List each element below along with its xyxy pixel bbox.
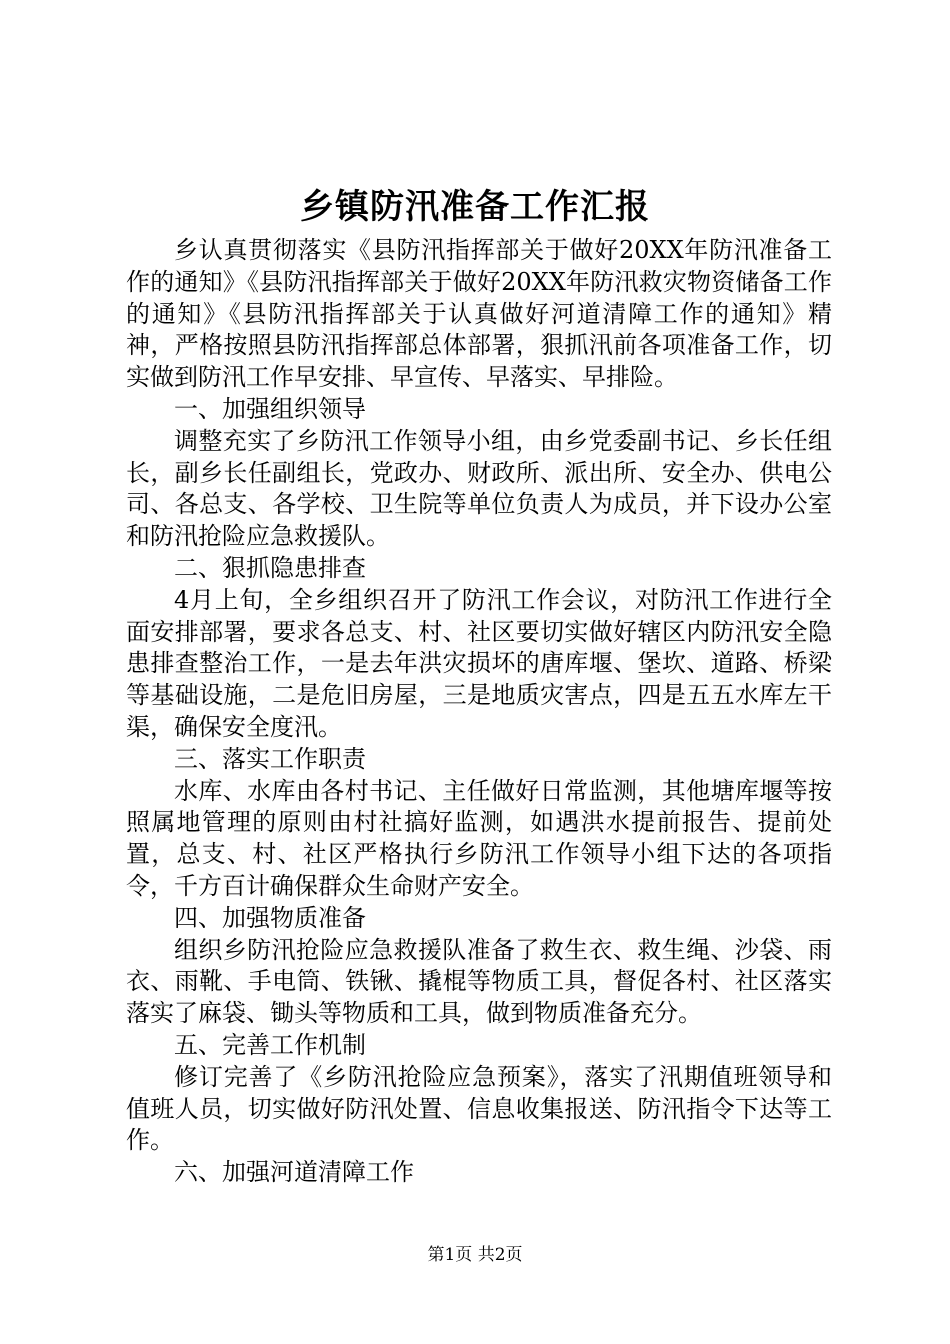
document-body bbox=[126, 235, 832, 1189]
section-paragraph-3: 水库、水库由各村书记、主任做好日常监测，其他塘库堰等按照属地管理的原则由村社搞好监测，如遇洪水提前报告、提前处置，总支、村、社区严格执行乡防汛工作领导小组下达的各项指令，千方百计确保群众生命财产安全。 bbox=[126, 776, 832, 900]
section-heading-5: 五、完善工作机制 bbox=[174, 1030, 366, 1059]
document-title: 乡镇防汛准备工作汇报 bbox=[300, 187, 650, 227]
intro-paragraph: 乡认真贯彻落实《县防汛指挥部关于做好20XX年防汛准备工作的通知》《县防汛指挥部关于做好20XX年防汛救灾物资储备工作的通知》《县防汛指挥部关于认真做好河道清障工作的通知》精神，严格按照县防汛指挥部总体部署，狠抓汛前各项准备工作，切实做到防汛工作早安排、早宣传、早落实、早排险。 bbox=[126, 236, 832, 392]
section-heading-6: 六、加强河道清障工作 bbox=[174, 1158, 414, 1187]
section-paragraph-5: 修订完善了《乡防汛抢险应急预案》，落实了汛期值班领导和值班人员，切实做好防汛处置、信息收集报送、防汛指令下达等工作。 bbox=[126, 1062, 832, 1155]
section-heading-2: 二、狠抓隐患排查 bbox=[174, 553, 366, 582]
section-paragraph-1: 调整充实了乡防汛工作领导小组，由乡党委副书记、乡长任组长，副乡长任副组长，党政办、财政所、派出所、安全办、供电公司、各总支、各学校、卫生院等单位负责人为成员，并下设办公室和防汛抢险应急救援队。 bbox=[126, 426, 832, 551]
page-indicator: 第1页 共2页 bbox=[427, 1245, 523, 1265]
section-heading-3: 三、落实工作职责 bbox=[174, 744, 366, 773]
section-heading-4: 四、加强物质准备 bbox=[174, 903, 366, 932]
section-paragraph-4: 组织乡防汛抢险应急救援队准备了救生衣、救生绳、沙袋、雨衣、雨靴、手电筒、铁锹、撬棍等物质工具，督促各村、社区落实落实了麻袋、锄头等物质和工具，做到物质准备充分。 bbox=[126, 935, 832, 1028]
section-paragraph-2: 4月上旬，全乡组织召开了防汛工作会议，对防汛工作进行全面安排部署，要求各总支、村、社区要切实做好辖区内防汛安全隐患排查整治工作，一是去年洪灾损坏的唐库堰、堡坎、道路、桥梁等基础设施，二是危旧房屋，三是地质灾害点，四是五五水库左干渠，确保安全度汛。 bbox=[126, 585, 832, 741]
section-heading-1: 一、加强组织领导 bbox=[174, 394, 366, 423]
